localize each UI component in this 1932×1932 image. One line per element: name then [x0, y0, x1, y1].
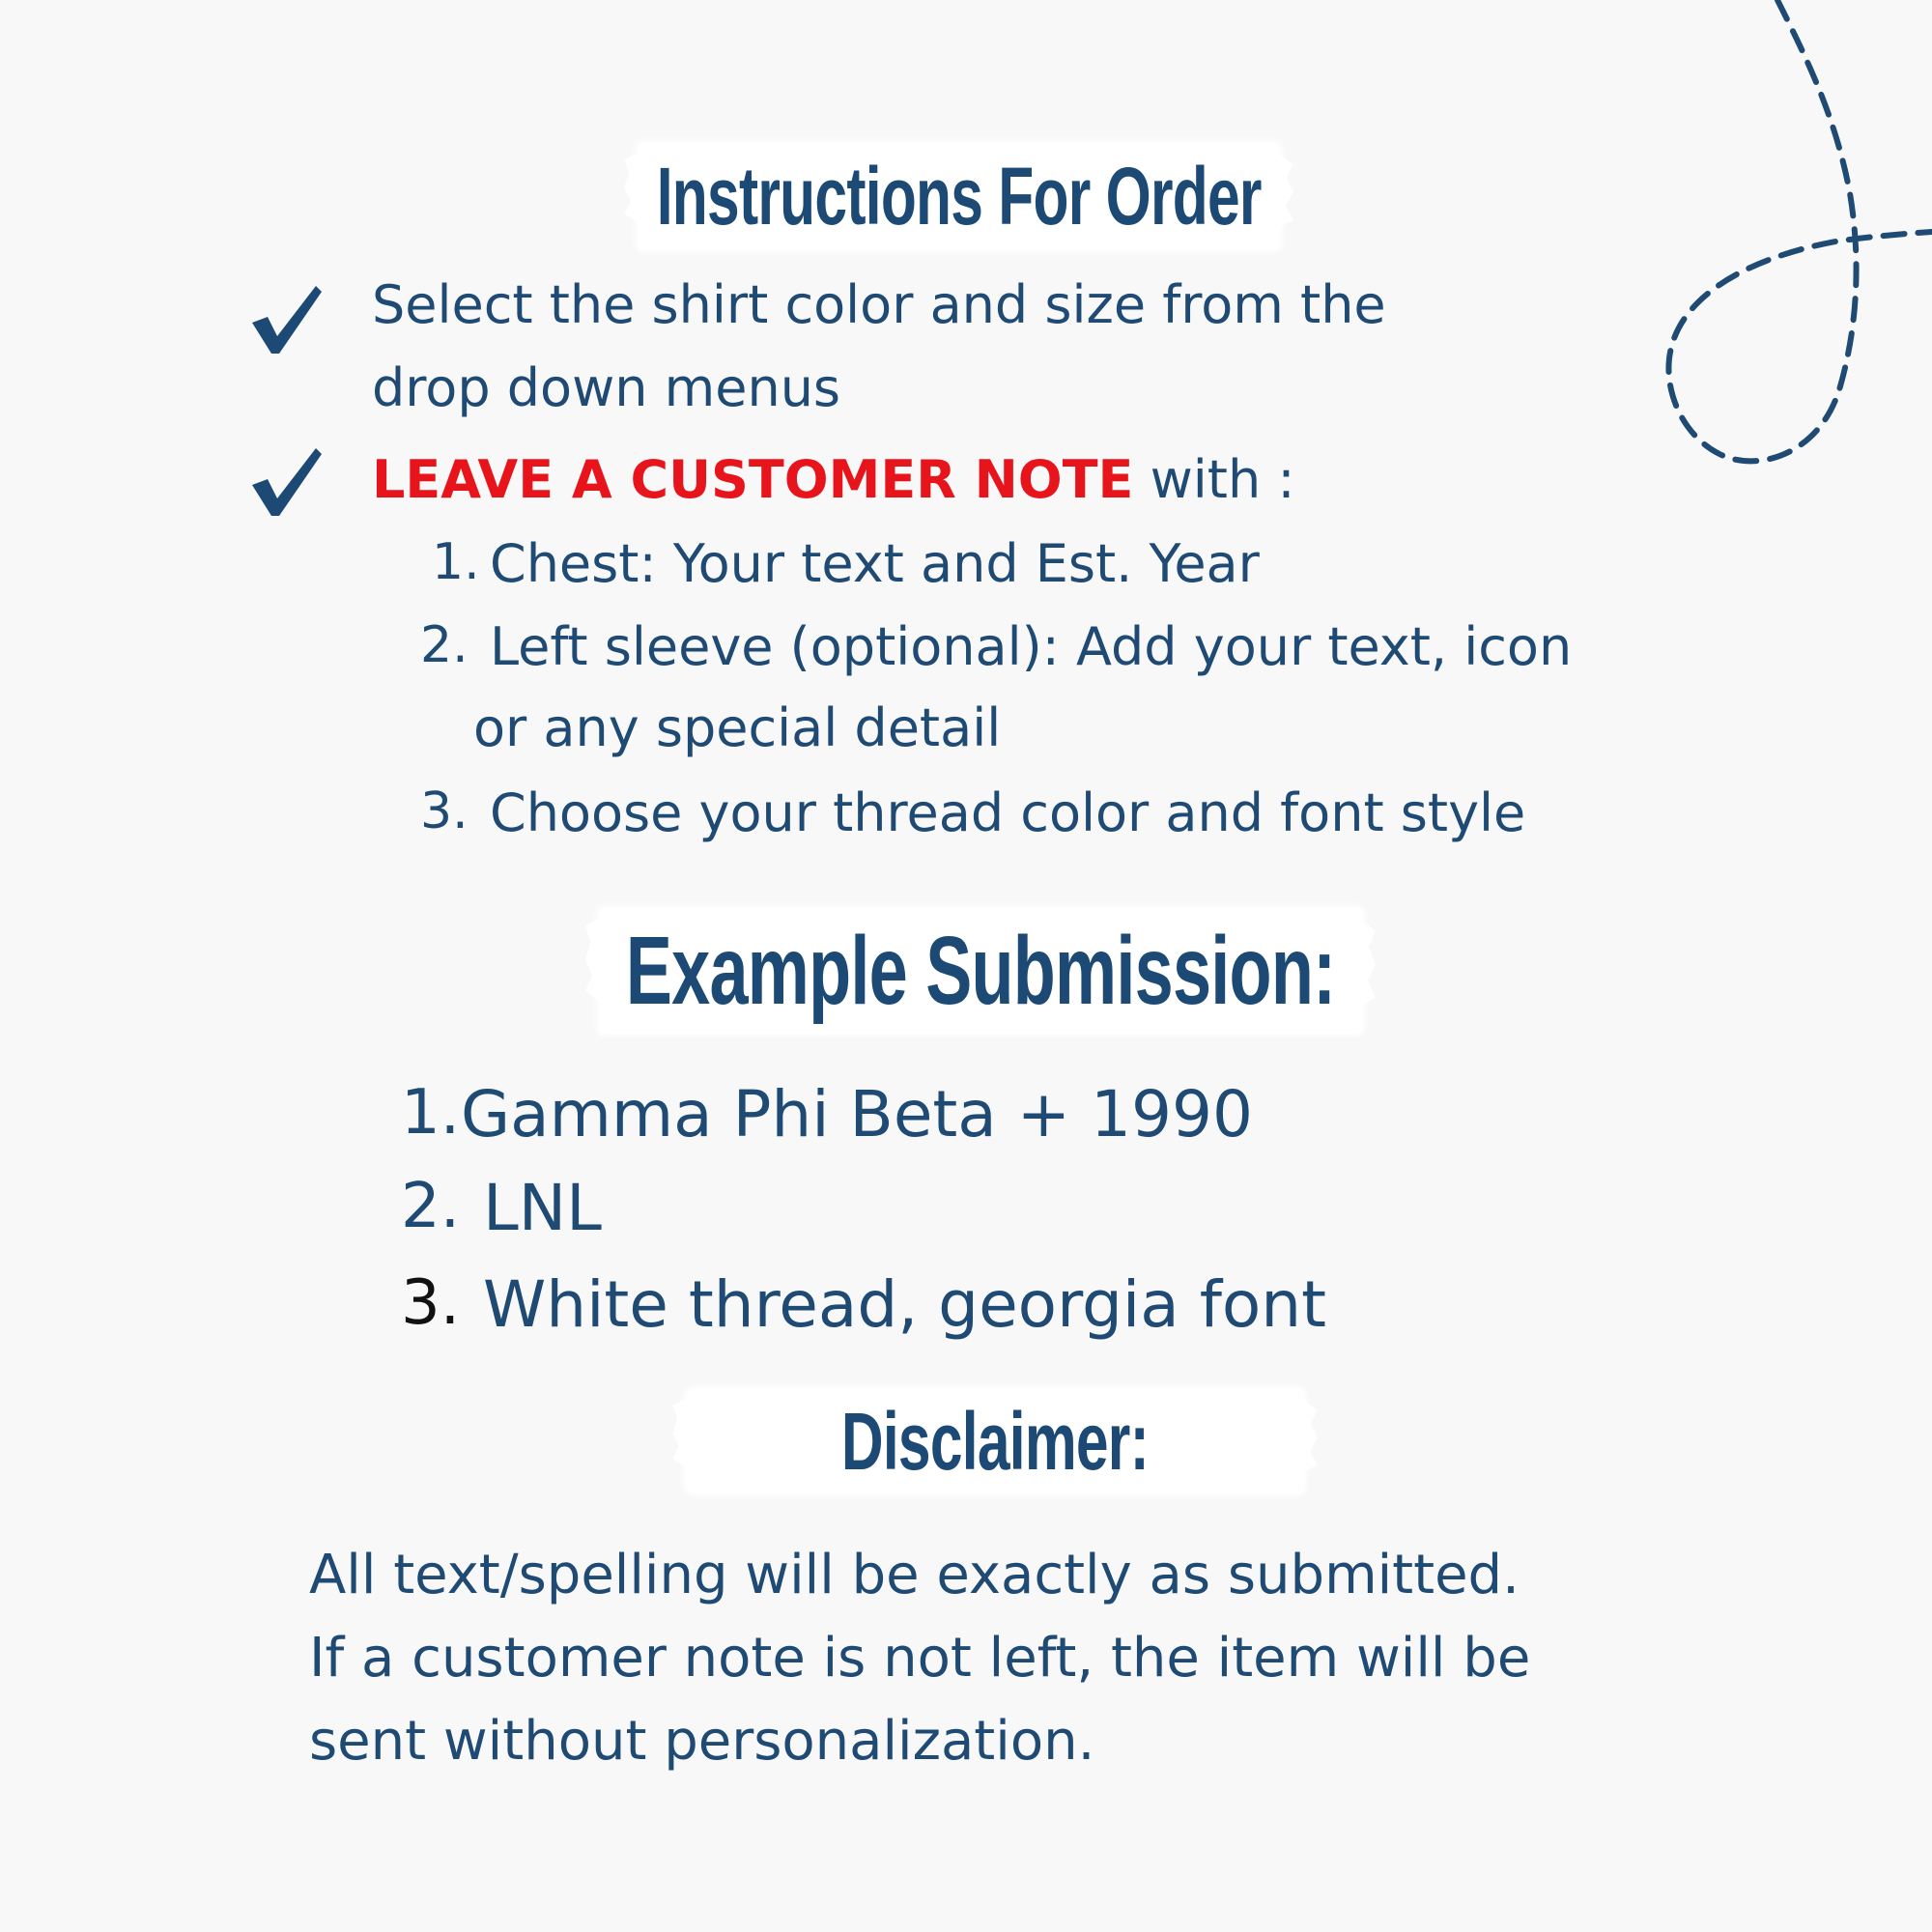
- example-item2-text: LNL: [483, 1171, 602, 1245]
- example-item1-number: 1.: [401, 1077, 461, 1149]
- step1-line1: Select the shirt color and size from the: [372, 274, 1386, 335]
- disclaimer-heading-banner: [686, 1389, 1304, 1493]
- check-icon: [246, 442, 324, 520]
- step2-rest: with :: [1133, 449, 1295, 510]
- customer-note-highlight: LEAVE A CUSTOMER NOTE: [372, 449, 1134, 510]
- substep1-text: Chest: Your text and Est. Year: [490, 533, 1260, 594]
- disclaimer-title: Disclaimer:: [840, 1395, 1150, 1487]
- check-icon: [246, 280, 324, 357]
- disclaimer-line2: If a customer note is not left, the item will be: [309, 1627, 1531, 1690]
- substep3-number: 3.: [420, 782, 469, 840]
- example-item2-number: 2.: [401, 1171, 461, 1242]
- example-item3-number: 3.: [401, 1267, 461, 1339]
- substep2-number: 2.: [420, 616, 469, 674]
- step2-line: [372, 449, 1295, 510]
- example-item1-text: Gamma Phi Beta + 1990: [461, 1077, 1253, 1151]
- substep2-text-line1: Left sleeve (optional): Add your text, icon: [490, 616, 1573, 677]
- example-heading-banner: [599, 908, 1362, 1034]
- step1-line2: drop down menus: [372, 357, 841, 418]
- disclaimer-line3: sent without personalization.: [309, 1710, 1095, 1773]
- instructions-title: Instructions For Order: [656, 150, 1262, 242]
- example-title: Example Submission:: [625, 916, 1336, 1025]
- disclaimer-line1: All text/spelling will be exactly as submitted.: [309, 1544, 1520, 1606]
- example-item3-text: White thread, georgia font: [483, 1267, 1327, 1342]
- substep1-number: 1.: [432, 533, 480, 591]
- substep3-text: Choose your thread color and font style: [490, 782, 1526, 843]
- substep2-text-line2: or any special detail: [473, 697, 1002, 758]
- dashed-loop-decoration: [1642, 0, 1932, 502]
- instructions-heading-banner: [638, 143, 1280, 249]
